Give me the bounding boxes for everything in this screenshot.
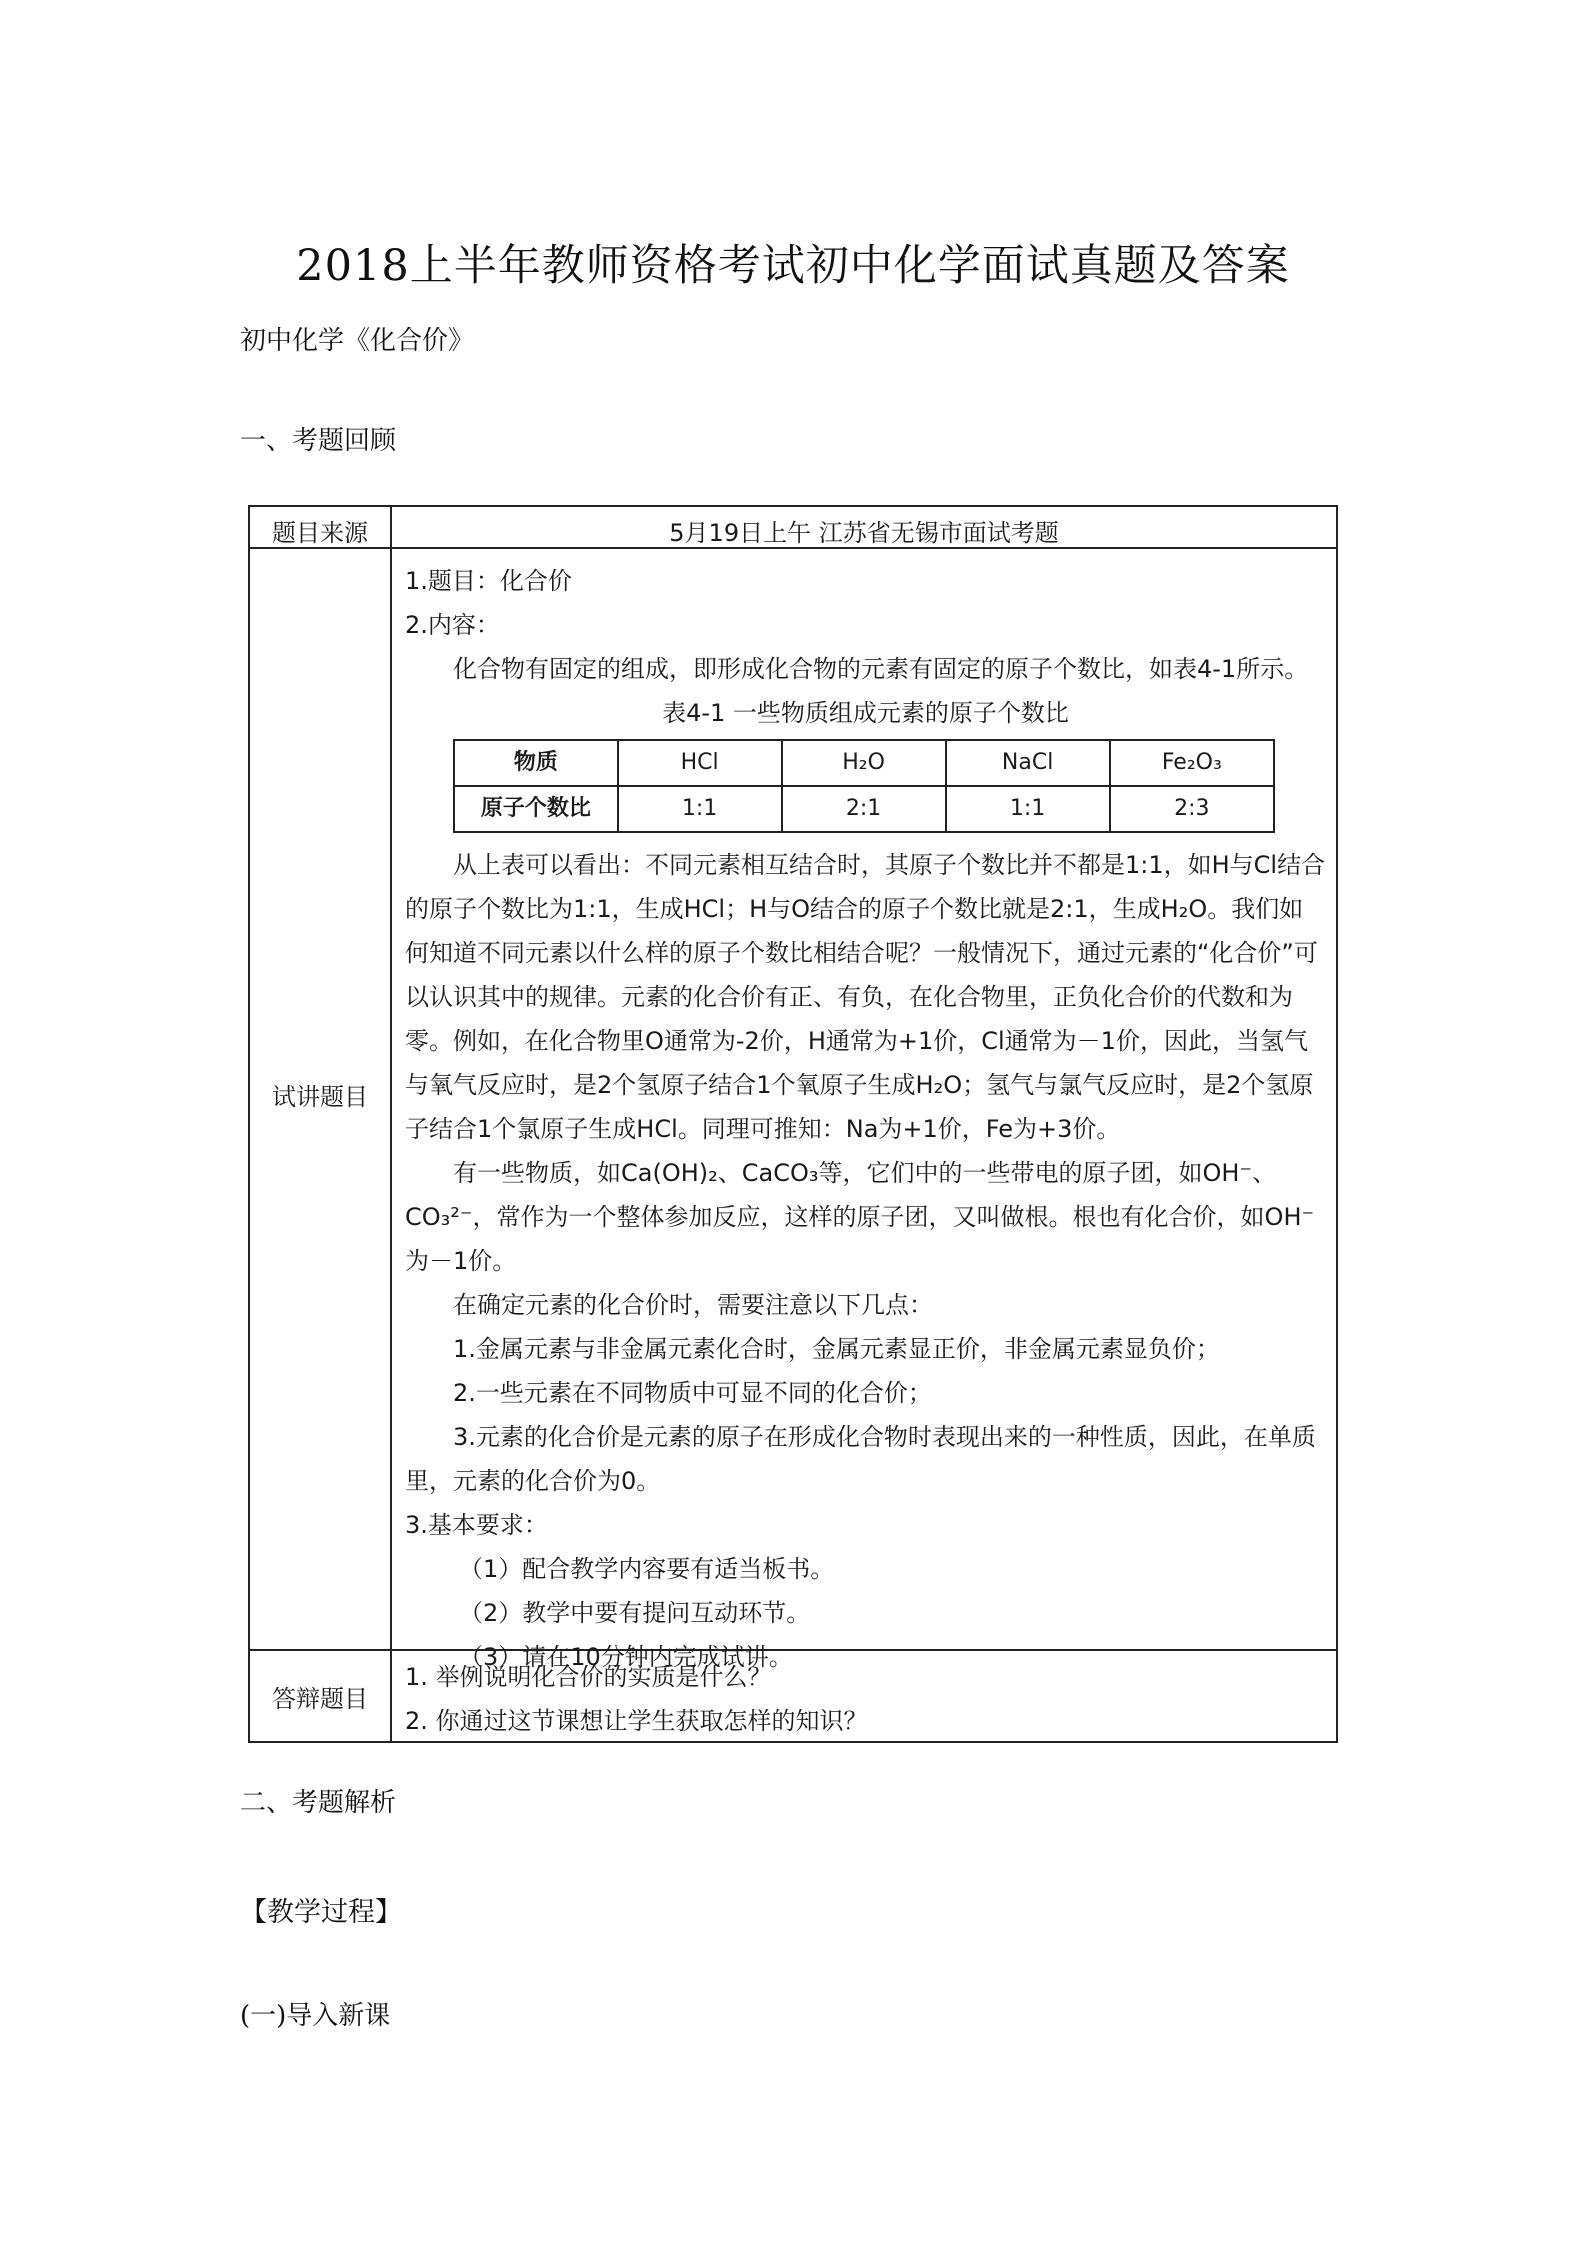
document-title: 2018上半年教师资格考试初中化学面试真题及答案 [296,241,1290,291]
paragraph: 从上表可以看出：不同元素相互结合时，其原子个数比并不都是1:1，如H与Cl结合的原子个数比为1:1，生成HCl；H与O结合的原子个数比就是2:1，生成H₂O。我们如何知道不同元素以什么样的原子个数比相结合呢？一般情况下，通过元素的“化合价”可以认识其中的规律。元素的化合价有正、有负，在化合物里，正负化合价的代数和为零。例如，在化合物里O通常为-2价，H通常为+1价，Cl通常为－1价，因此，当氢气与氧气反应时，是2个氢原子结合1个氧原子生成H₂O；氢气与氯气反应时，是2个氢原子结合1个氯原子生成HCl。同理可推知：Na为+1价，Fe为+3价。 [405,851,1326,1143]
defense-content [405,1655,1326,1743]
source-value: 5月19日上午 江苏省无锡市面试考题 [669,519,1059,547]
defense-question: 1. 举例说明化合价的实质是什么？ [405,1663,772,1691]
ratio-cell: 1:1 [618,786,782,832]
item-requirements: 3.基本要求： [405,1511,548,1539]
lecture-topic-label: 试讲题目 [272,1083,368,1111]
requirement-item: （2）教学中要有提问互动环节。 [459,1599,811,1627]
section-heading-review: 一、考题回顾 [240,426,397,456]
requirement-item: （3）请在10分钟内完成试讲。 [459,1643,793,1671]
item-topic: 1.题目：化合价 [405,567,572,595]
requirement-item: （1）配合教学内容要有适当板书。 [459,1555,835,1583]
note-item: 2.一些元素在不同物质中可显不同的化合价； [453,1379,932,1407]
intro-text: 化合物有固定的组成，即形成化合物的元素有固定的原子个数比，如表4-1所示。 [453,655,1309,683]
inner-table-caption: 表4-1 一些物质组成元素的原子个数比 [662,699,1069,727]
exam-question-table [248,505,1338,1743]
note-item: 3.元素的化合价是元素的原子在形成化合物时表现出来的一种性质，因此，在单质里，元素的化合价为0。 [405,1423,1316,1495]
table-row [454,786,1274,832]
ratio-cell: 2:1 [782,786,946,832]
defense-topic-label: 答辩题目 [272,1685,368,1713]
header-cell: 原子个数比 [454,786,618,832]
ratio-cell: 2:3 [1110,786,1274,832]
item-content: 2.内容： [405,611,500,639]
substance-cell: NaCl [946,740,1110,786]
teaching-process-heading: 【教学过程】 [240,1897,402,1928]
substance-cell: H₂O [782,740,946,786]
substance-cell: Fe₂O₃ [1110,740,1274,786]
intro-new-lesson-heading: (一)导入新课 [240,2001,391,2031]
source-label: 题目来源 [272,519,368,547]
lecture-content [405,559,1326,1679]
paragraph: 有一些物质，如Ca(OH)₂、CaCO₃等，它们中的一些带电的原子团，如OH⁻、CO₃²⁻，常作为一个整体参加反应，这样的原子团，又叫做根。根也有化合价，如OH⁻为－1价。 [405,1159,1315,1275]
note-item: 1.金属元素与非金属元素化合时，金属元素显正价，非金属元素显负价； [453,1335,1220,1363]
paragraph: 在确定元素的化合价时，需要注意以下几点： [453,1291,933,1319]
substance-cell: HCl [618,740,782,786]
defense-question: 2. 你通过这节课想让学生获取怎样的知识？ [405,1707,868,1735]
lesson-subtitle: 初中化学《化合价》 [240,326,475,356]
atom-ratio-table [453,739,1275,833]
section-heading-analysis: 二、考题解析 [240,1788,397,1818]
header-cell: 物质 [454,740,618,786]
ratio-cell: 1:1 [946,786,1110,832]
table-row [454,740,1274,786]
column-divider [390,507,392,1741]
